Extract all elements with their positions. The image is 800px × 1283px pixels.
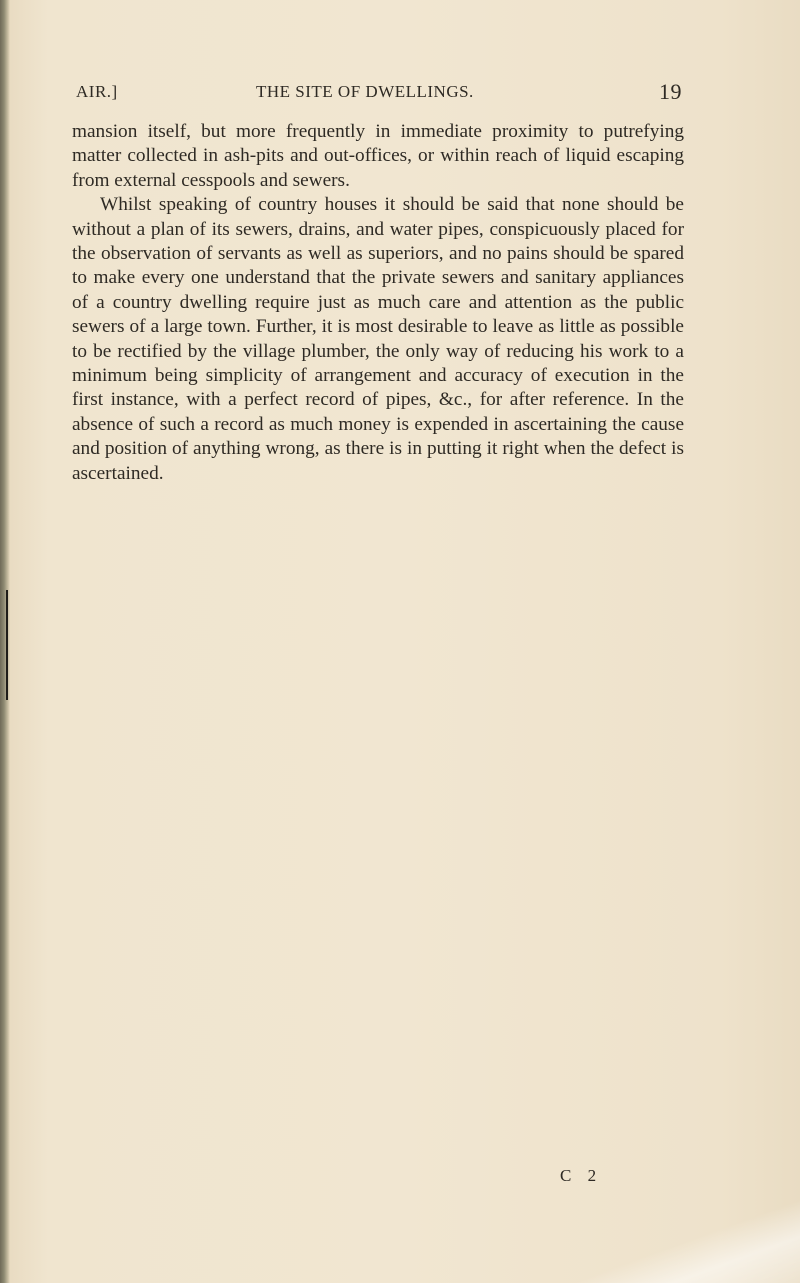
paragraph-1: mansion itself, but more frequently in immediate proximity to putrefying matter collected in ash-pits and out-offices, or within reach of liquid escaping from external cesspools and sewers. [72, 121, 684, 191]
paragraph-2: Whilst speaking of country houses it should be said that none should be without a plan of its sewers, drains, and water pipes, conspicuously placed for the observation of servants as well as superiors, and no pains should be spared to make every one understand that the private sewers and sanitary appliances of a country dwelling require just as much care and attention as the public sewers of a large town. Further, it is most desirable to leave as little as possible to be rectified by the village plumber, the only way of reducing his work to a minimum being simplicity of arrangement and accuracy of execution in the first instance, with a perfect record of pipes, &c., for after reference. In the absence of such a record as much money is expended in ascertaining the cause and position of anything wrong, as there is in putting it right when the defect is ascertained. [72, 194, 684, 484]
binding-shadow-line [6, 590, 8, 700]
header-title: THE SITE OF DWELLINGS. [256, 82, 474, 101]
page-corner-highlight [540, 1193, 800, 1283]
running-header [76, 79, 682, 112]
page-binding-edge [0, 0, 10, 1283]
page-number: 19 [659, 79, 682, 104]
signature-mark: C 2 [560, 1166, 603, 1185]
header-section: AIR.] [76, 82, 118, 101]
body-text [72, 120, 684, 486]
